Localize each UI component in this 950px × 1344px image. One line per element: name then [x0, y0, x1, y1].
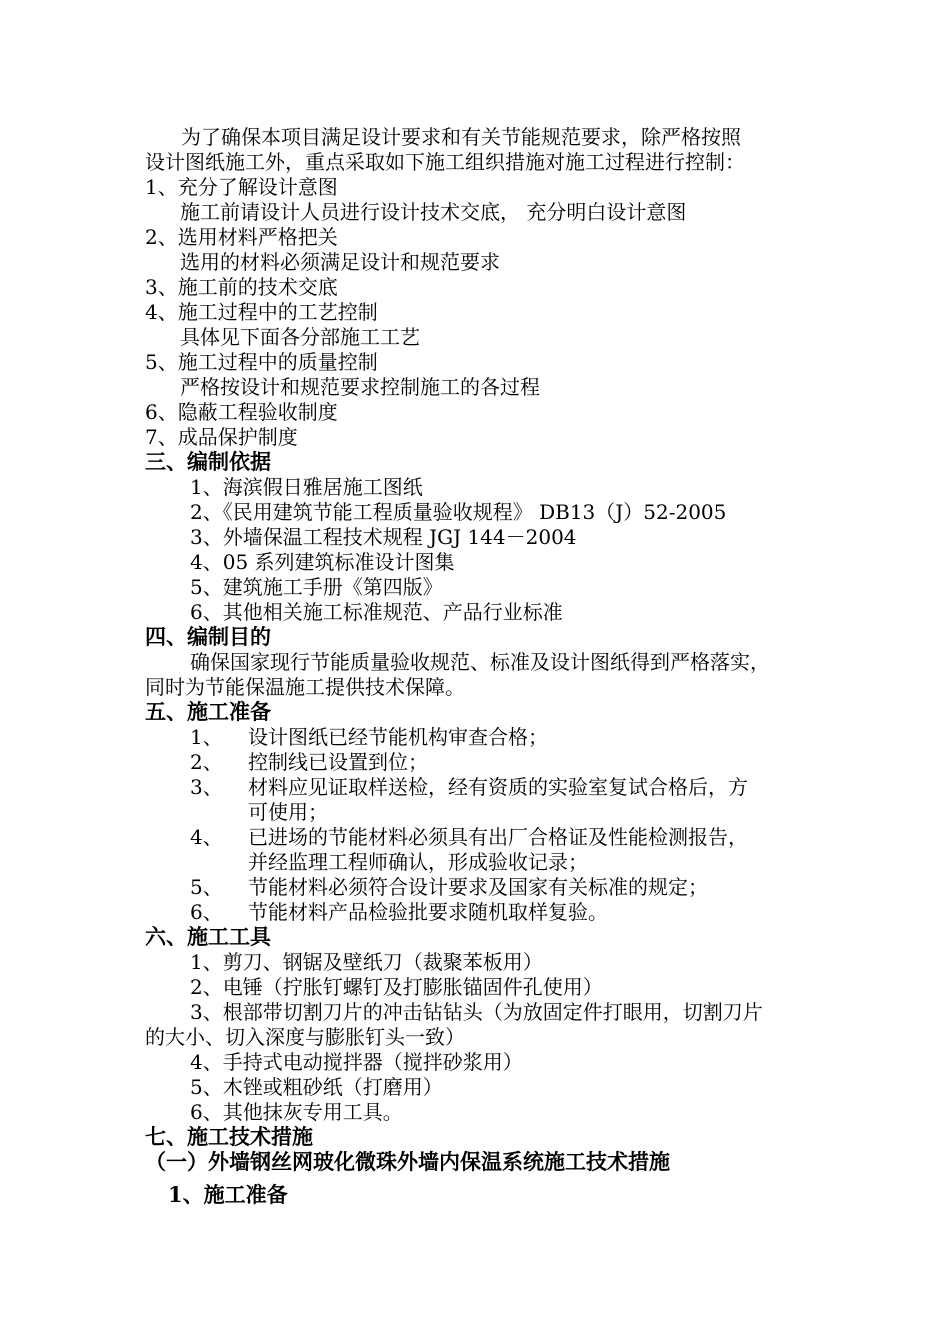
- section-6-item-1: 1、剪刀、钢锯及壁纸刀（裁聚苯板用）: [190, 950, 543, 974]
- section-6-item-6: 6、其他抹灰专用工具。: [190, 1100, 403, 1124]
- section-5-item-number: 6、: [190, 900, 223, 924]
- intro-line-2: 设计图纸施工外，重点采取如下施工组织措施对施工过程进行控制：: [145, 150, 745, 174]
- section-5-item-text: 设计图纸已经节能机构审查合格；: [248, 725, 548, 749]
- control-item-6: 6、隐蔽工程验收制度: [145, 400, 338, 424]
- section-3-item: 1、海滨假日雅居施工图纸: [190, 475, 423, 499]
- section-5-item-text: 节能材料产品检验批要求随机取样复验。: [248, 900, 608, 924]
- section-5-item-text: 节能材料必须符合设计要求及国家有关标准的规定；: [248, 875, 708, 899]
- section-5-item-number: 3、: [190, 775, 223, 799]
- section-3-item: 6、其他相关施工标准规范、产品行业标准: [190, 600, 563, 624]
- control-item-2: 2、选用材料严格把关: [145, 225, 338, 249]
- section-5-item-number: 4、: [190, 825, 223, 849]
- control-item-1: 1、充分了解设计意图: [145, 175, 338, 199]
- section-3-item: 5、建筑施工手册《第四版》: [190, 575, 443, 599]
- section-4-line-1: 确保国家现行节能质量验收规范、标准及设计图纸得到严格落实，: [190, 650, 770, 674]
- section-5-item-text: 已进场的节能材料必须具有出厂合格证及性能检测报告，: [248, 825, 748, 849]
- section-5-heading: 五、施工准备: [145, 699, 271, 724]
- intro-line-1: 为了确保本项目满足设计要求和有关节能规范要求，除严格按照: [181, 125, 741, 149]
- section-6-item-3-cont: 的大小、切入深度与膨胀钉头一致）: [145, 1025, 465, 1049]
- section-5-item-number: 5、: [190, 875, 223, 899]
- control-item-1-detail: 施工前请设计人员进行设计技术交底， 充分明白设计意图: [180, 200, 687, 224]
- section-5-item-text-cont: 可使用；: [248, 800, 328, 824]
- section-5-item-text: 控制线已设置到位；: [248, 750, 428, 774]
- section-7-sub-heading: （一）外墙钢丝网玻化微珠外墙内保温系统施工技术措施: [145, 1149, 670, 1174]
- section-3-heading: 三、编制依据: [145, 449, 271, 474]
- control-item-3: 3、施工前的技术交底: [145, 275, 338, 299]
- section-4-line-2: 同时为节能保温施工提供技术保障。: [145, 675, 465, 699]
- control-item-5: 5、施工过程中的质量控制: [145, 350, 378, 374]
- section-5-item-number: 1、: [190, 725, 223, 749]
- section-6-heading: 六、施工工具: [145, 924, 271, 949]
- control-item-4: 4、施工过程中的工艺控制: [145, 300, 378, 324]
- section-3-item: 3、外墙保温工程技术规程 JGJ 144－2004: [190, 525, 577, 549]
- section-5-item-text-cont: 并经监理工程师确认，形成验收记录；: [248, 850, 588, 874]
- control-item-4-detail: 具体见下面各分部施工工艺: [180, 325, 420, 349]
- section-3-item: 2、《民用建筑节能工程质量验收规程》 DB13（J）52-2005: [190, 500, 727, 524]
- section-3-item: 4、05 系列建筑标准设计图集: [190, 550, 455, 574]
- section-5-item-number: 2、: [190, 750, 223, 774]
- section-5-item-text: 材料应见证取样送检，经有资质的实验室复试合格后，方: [248, 775, 748, 799]
- control-item-5-detail: 严格按设计和规范要求控制施工的各过程: [180, 375, 540, 399]
- control-item-7: 7、成品保护制度: [145, 425, 298, 449]
- section-6-item-3: 3、根部带切割刀片的冲击钻钻头（为放固定件打眼用，切割刀片: [190, 1000, 763, 1024]
- section-7-sub-sub-heading: 1、施工准备: [168, 1182, 288, 1207]
- control-item-2-detail: 选用的材料必须满足设计和规范要求: [180, 250, 500, 274]
- section-7-heading: 七、施工技术措施: [145, 1124, 313, 1149]
- section-4-heading: 四、编制目的: [145, 624, 271, 649]
- section-6-item-4: 4、手持式电动搅拌器（搅拌砂浆用）: [190, 1050, 523, 1074]
- section-6-item-5: 5、木锉或粗砂纸（打磨用）: [190, 1075, 443, 1099]
- section-6-item-2: 2、电锤（拧胀钉螺钉及打膨胀锚固件孔使用）: [190, 975, 603, 999]
